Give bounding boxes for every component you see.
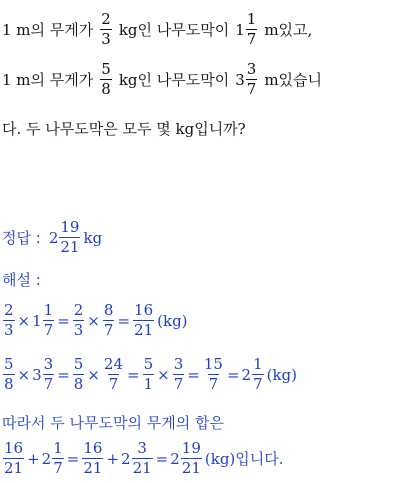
fraction: $\frac{5}{8}$ — [4, 355, 14, 393]
equation-3 — [2, 441, 284, 476]
fraction: $\frac{5}{8}$ — [73, 355, 84, 393]
mixed-number: 2 $\frac{3}{21}$ — [121, 439, 152, 477]
times-sign: × — [87, 365, 100, 384]
fraction: $\frac{16}{21}$ — [134, 301, 154, 339]
answer-value: 2 $\frac{19}{21}$ — [48, 218, 80, 256]
question-text: 1 m의 무게가 — [2, 21, 94, 39]
solution-label: 해설 : — [2, 271, 41, 289]
equals-sign: = — [57, 311, 70, 330]
equation-tail: 입니다. — [235, 450, 284, 468]
question-line-1 — [2, 12, 312, 47]
question-text: m있습니 — [264, 71, 323, 89]
times-sign: × — [17, 365, 31, 384]
fraction: $\frac{8}{7}$ — [103, 301, 114, 339]
solution-sentence: 따라서 두 나무도막의 무게의 합은 — [2, 414, 224, 432]
mixed-number: 1 $\frac{1}{7}$ — [235, 10, 257, 48]
unit-label: (kg) — [204, 449, 236, 468]
unit-label: (kg) — [266, 365, 298, 384]
answer-line — [2, 220, 102, 255]
fraction: $\frac{2}{3}$ — [73, 301, 84, 339]
equals-sign: = — [57, 365, 70, 384]
equals-sign: = — [117, 311, 131, 330]
fraction: $\frac{2}{3}$ — [101, 10, 111, 48]
equals-sign: = — [66, 449, 80, 468]
fraction: $\frac{16}{21}$ — [4, 439, 24, 477]
plus-sign: + — [106, 449, 120, 468]
solution-label-line — [2, 269, 41, 290]
times-sign: × — [87, 311, 100, 330]
question-text: 다. 두 나무도막은 모두 몇 kg입니까? — [2, 120, 246, 138]
fraction: $\frac{3}{7}$ — [173, 355, 184, 393]
equation-2 — [2, 357, 297, 392]
equals-sign: = — [187, 365, 200, 384]
question-text: kg인 나무도막이 — [118, 71, 230, 89]
equation-1 — [2, 303, 188, 338]
unit-label: (kg) — [157, 311, 188, 330]
equals-sign: = — [127, 365, 140, 384]
mixed-number: 2 $\frac{19}{21}$ — [170, 439, 201, 477]
mixed-number: 3 $\frac{3}{7}$ — [32, 355, 54, 393]
equals-sign: = — [226, 365, 240, 384]
fraction: $\frac{5}{8}$ — [101, 60, 111, 98]
question-text: kg인 나무도막이 — [118, 21, 230, 39]
fraction: $\frac{2}{3}$ — [4, 301, 14, 339]
mixed-number: 1 $\frac{1}{7}$ — [32, 301, 54, 339]
question-line-3 — [2, 118, 246, 139]
fraction: $\frac{5}{1}$ — [143, 355, 154, 393]
equals-sign: = — [155, 449, 169, 468]
mixed-number: 2 $\frac{1}{7}$ — [241, 355, 263, 393]
answer-unit: kg — [83, 228, 103, 247]
times-sign: × — [157, 365, 170, 384]
mixed-number: 2 $\frac{1}{7}$ — [41, 439, 63, 477]
plus-sign: + — [27, 449, 40, 468]
fraction: $\frac{15}{7}$ — [203, 355, 223, 393]
times-sign: × — [17, 311, 31, 330]
fraction: $\frac{16}{21}$ — [83, 439, 103, 477]
solution-sentence-line — [2, 412, 224, 433]
question-text: m있고, — [264, 21, 313, 39]
answer-label: 정답 : — [2, 229, 41, 247]
question-line-2 — [2, 62, 322, 97]
question-text: 1 m의 무게가 — [2, 71, 94, 89]
fraction: $\frac{24}{7}$ — [103, 355, 124, 393]
mixed-number: 3 $\frac{3}{7}$ — [235, 60, 257, 98]
